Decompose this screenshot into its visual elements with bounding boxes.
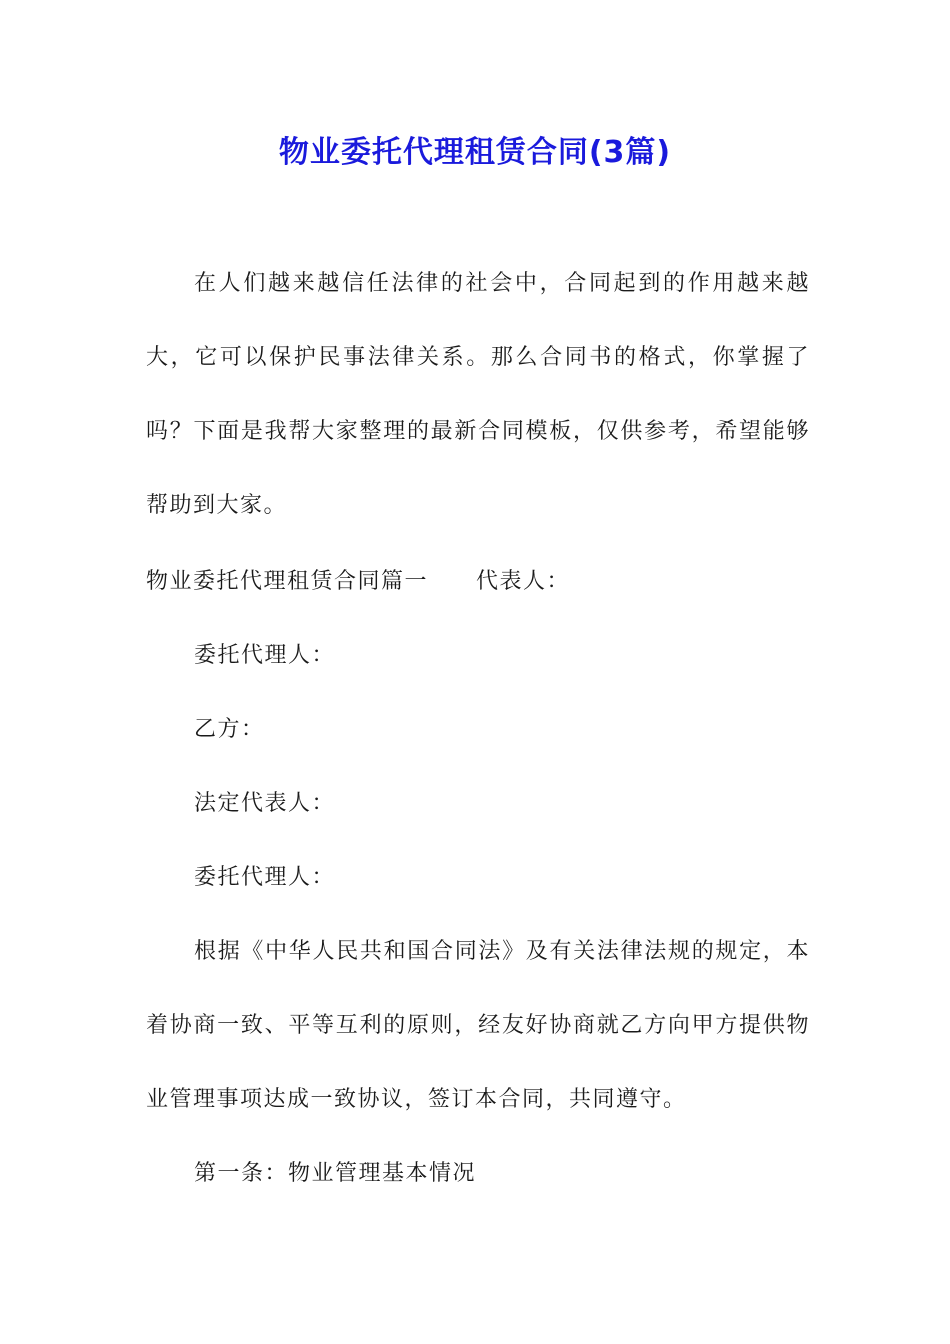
field-agent-1: 委托代理人： (194, 643, 336, 668)
basis-text: 根据《中华人民共和国合同法》及有关法律法规的规定，本着协商一致、平等互利的原则，经友好协商就乙方向甲方提供物业管理事项达成一致协议，签订本合同，共同遵守。 (146, 939, 810, 1112)
basis-paragraph (146, 915, 810, 1137)
intro-text: 在人们越来越信任法律的社会中，合同起到的作用越来越大，它可以保护民事法律关系。那么合同书的格式，你掌握了吗？下面是我帮大家整理的最新合同模板，仅供参考，希望能够帮助到大家。 (146, 271, 810, 518)
field-line-legal-rep (146, 767, 810, 841)
section-heading: 物业委托代理租赁合同篇一 (146, 569, 429, 594)
section-heading-line (146, 545, 810, 619)
article-1-heading (146, 1137, 810, 1211)
field-legal-representative: 法定代表人： (194, 791, 336, 816)
field-line-agent-1 (146, 619, 810, 693)
field-line-party-b (146, 693, 810, 767)
field-line-agent-2 (146, 841, 810, 915)
intro-paragraph (146, 247, 810, 543)
field-party-b: 乙方： (194, 717, 265, 742)
article-1-text: 第一条：物业管理基本情况 (194, 1161, 477, 1186)
heading-field-representative: 代表人： (476, 569, 571, 594)
field-agent-2: 委托代理人： (194, 865, 336, 890)
document-title: 物业委托代理租赁合同(3篇) (278, 135, 672, 170)
